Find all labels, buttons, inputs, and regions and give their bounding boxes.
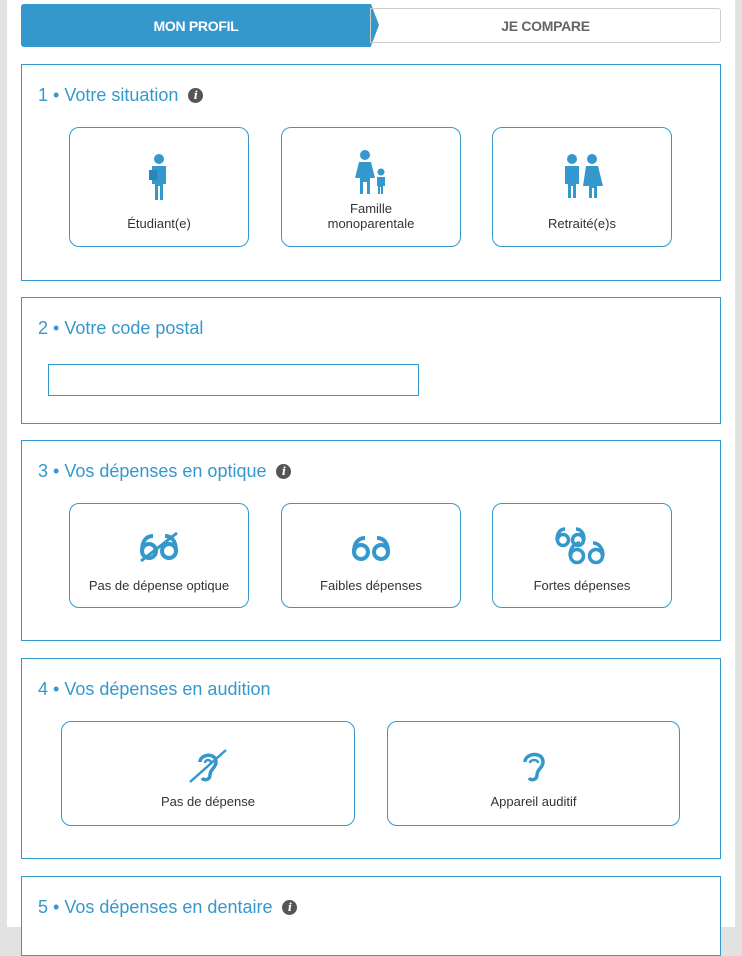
section-optique <box>21 440 721 641</box>
no-glasses-icon <box>139 532 179 562</box>
title-text: 1 • Votre situation <box>38 85 179 105</box>
option-label: Appareil auditif <box>490 794 577 809</box>
option-etudiant[interactable] <box>69 127 249 247</box>
tab-mon-profil[interactable]: MON PROFIL <box>21 4 371 47</box>
glasses-icon <box>351 534 391 562</box>
section-audition <box>21 658 721 859</box>
multiple-glasses-icon <box>554 526 610 566</box>
option-label: Faibles dépenses <box>320 578 422 593</box>
student-icon <box>147 154 171 202</box>
option-label: Retraité(e)s <box>548 216 616 231</box>
tab-je-compare[interactable]: JE COMPARE <box>370 8 721 43</box>
section-dentaire <box>21 876 721 956</box>
section-title <box>38 85 203 106</box>
option-appareil-auditif[interactable] <box>387 721 680 826</box>
section-title: 4 • Vos dépenses en audition <box>38 679 271 699</box>
title-text: 5 • Vos dépenses en dentaire <box>38 897 273 917</box>
family-icon <box>353 150 389 196</box>
option-label: Fortes dépenses <box>533 578 631 593</box>
title-text: 3 • Vos dépenses en optique <box>38 461 267 481</box>
info-icon[interactable]: i <box>276 464 291 479</box>
no-hearing-aid-icon <box>188 748 228 784</box>
option-label: Pas de dépense <box>161 794 255 809</box>
option-label: Pas de dépense optique <box>88 578 230 593</box>
section-situation <box>21 64 721 281</box>
info-icon[interactable]: i <box>282 900 297 915</box>
option-famille[interactable] <box>281 127 461 247</box>
option-pas-depense-optique[interactable] <box>69 503 249 608</box>
section-title <box>38 897 297 918</box>
section-title: 2 • Votre code postal <box>38 318 204 338</box>
option-label: Famille monoparentale <box>327 201 415 231</box>
option-label: Étudiant(e) <box>127 216 191 231</box>
ear-icon <box>519 748 549 784</box>
option-pas-depense-audition[interactable] <box>61 721 355 826</box>
option-faibles-depenses[interactable] <box>281 503 461 608</box>
option-fortes-depenses[interactable] <box>492 503 672 608</box>
info-icon[interactable]: i <box>188 88 203 103</box>
retirees-icon <box>558 154 606 200</box>
postal-code-input[interactable] <box>48 364 419 396</box>
option-retraite[interactable] <box>492 127 672 247</box>
section-code-postal <box>21 297 721 424</box>
section-title <box>38 461 291 482</box>
